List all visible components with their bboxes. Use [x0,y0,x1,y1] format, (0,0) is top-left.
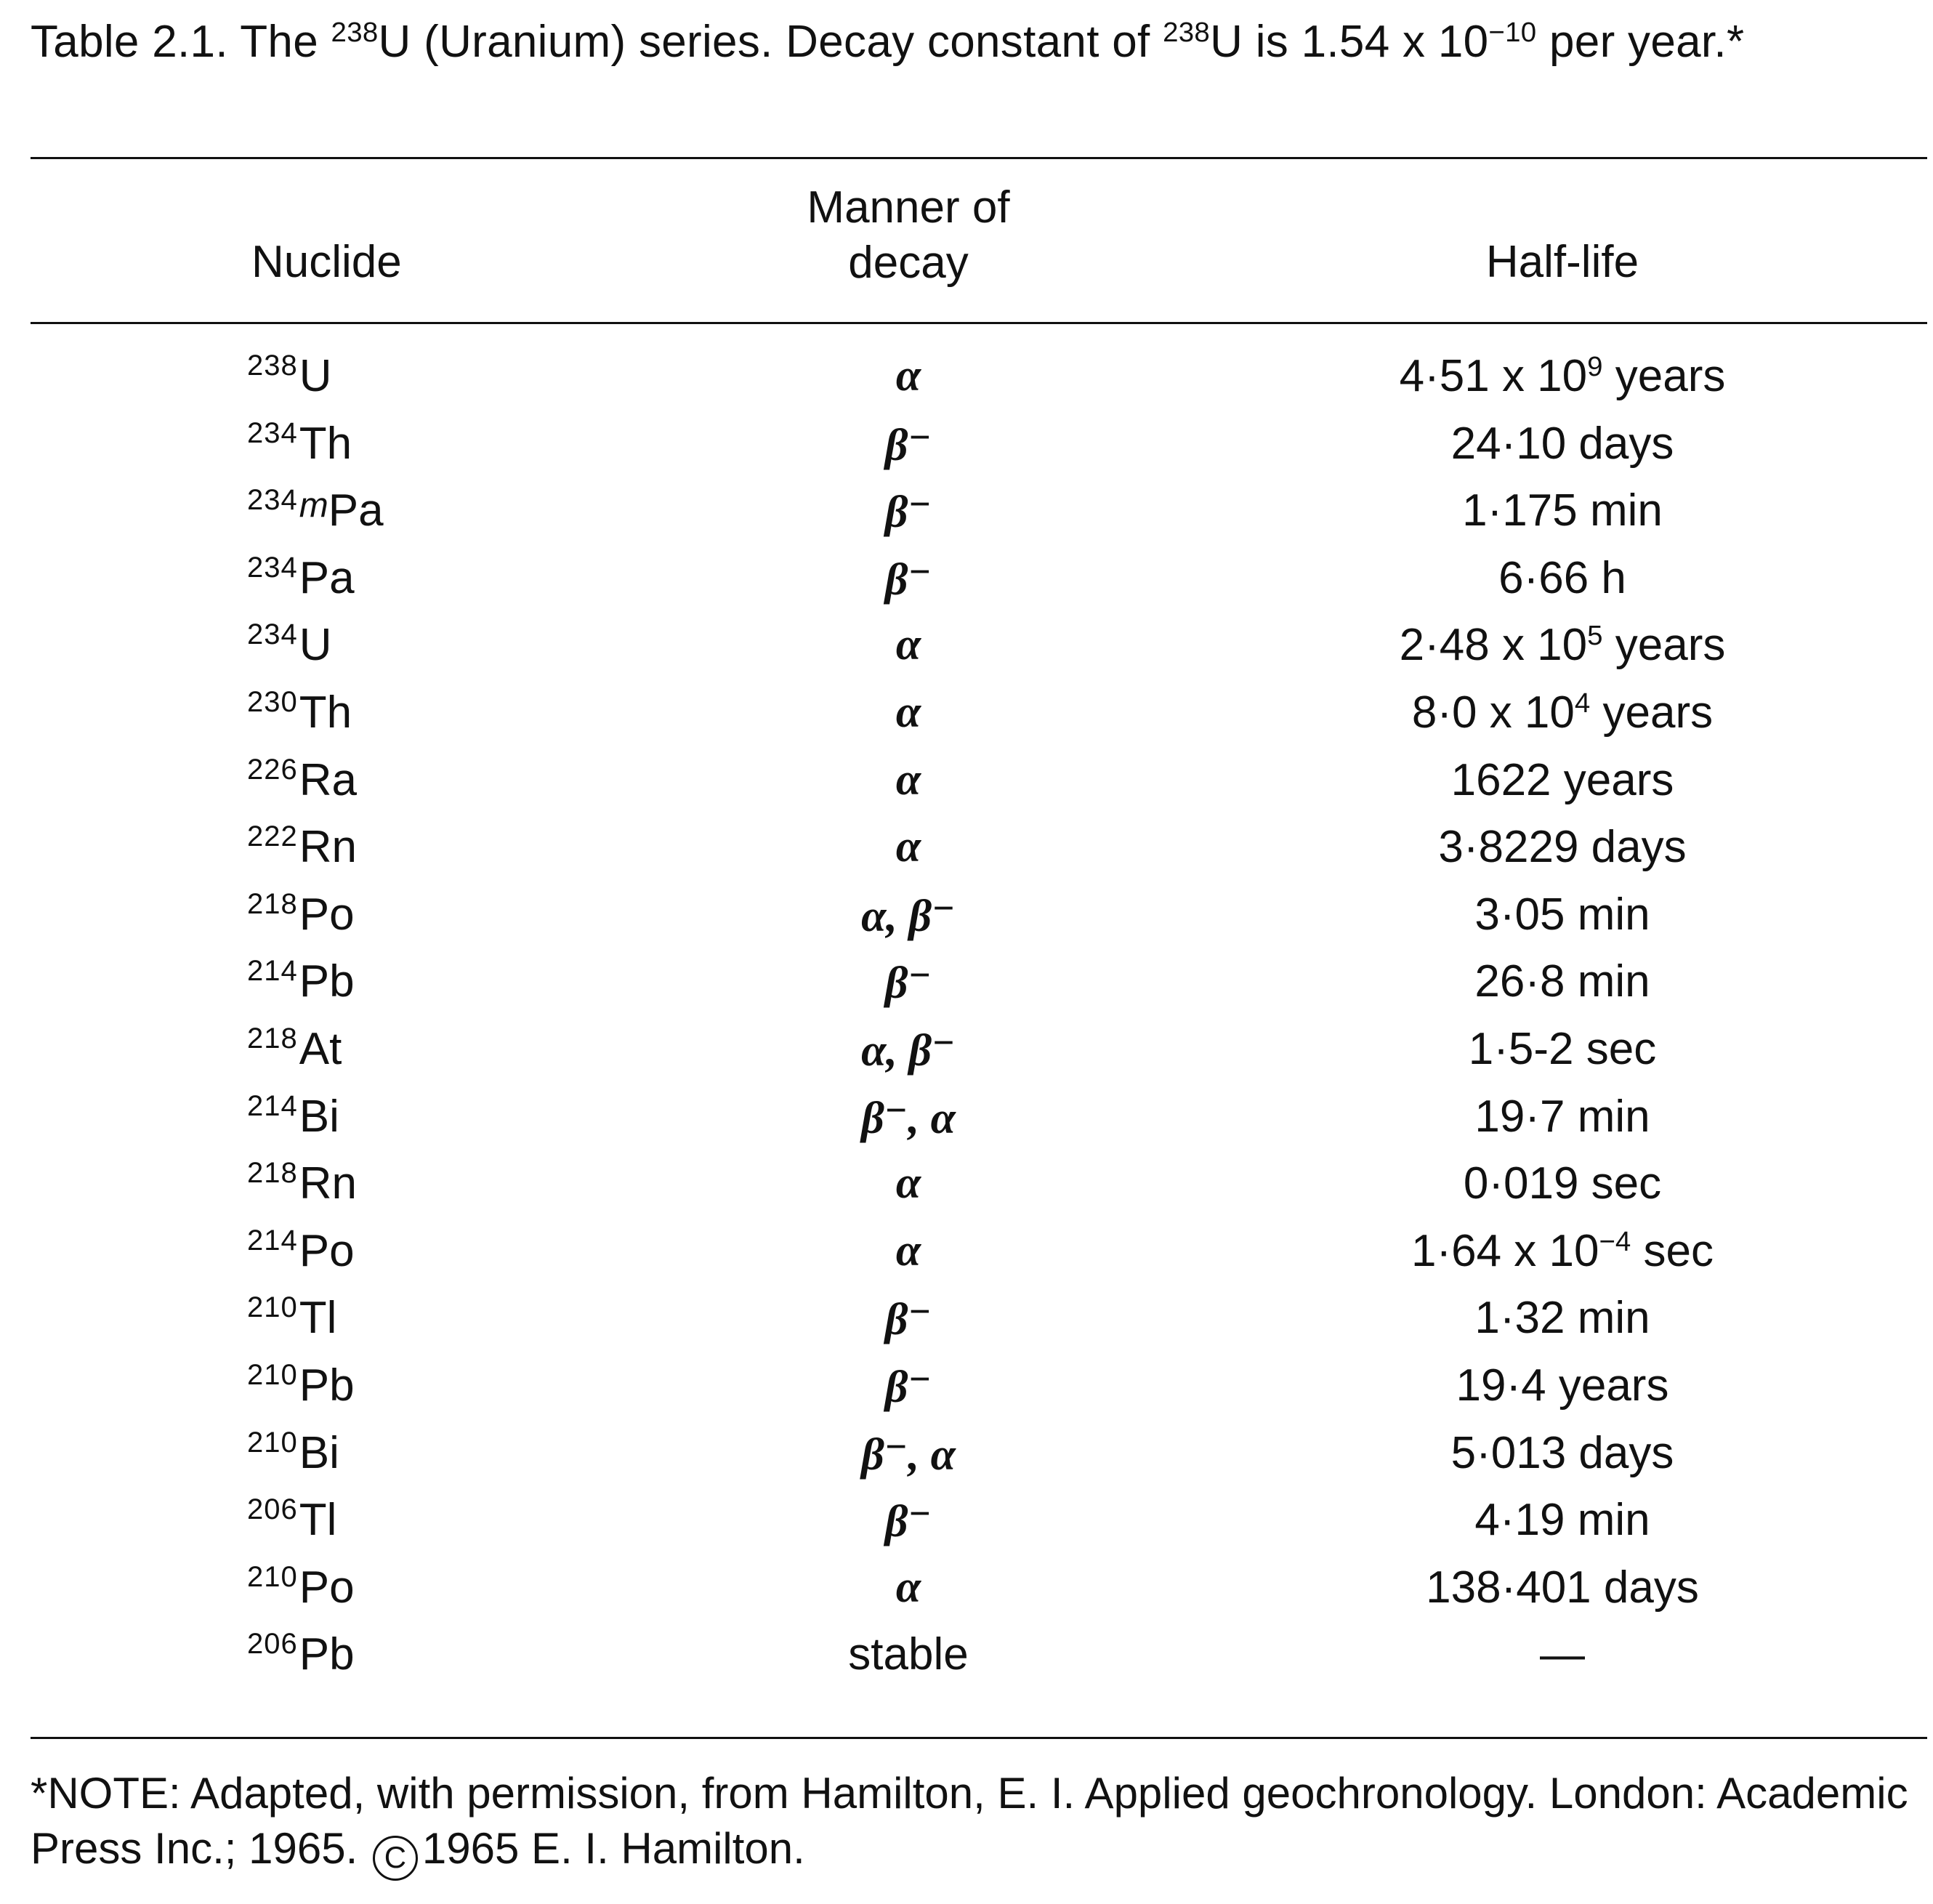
table-row [0,687,1933,754]
element-symbol: Po [299,1225,355,1276]
nuclide-cell [247,1292,336,1344]
table-row [0,1091,1933,1158]
header-rule [31,322,1927,324]
decay-mode-cell: α [895,620,921,670]
footnote-copyright-text: 1965 E. I. Hamilton. [421,1824,805,1873]
decay-mode-cell: β⁻ [884,1295,932,1345]
half-life-cell [1279,485,1846,536]
table-row [0,619,1933,687]
nuclide-cell [247,552,355,604]
header-half-life: Half-life [1485,237,1639,287]
decay-mode-cell: β⁻ [884,1362,932,1412]
half-life-cell [1279,1427,1846,1479]
half-life-value: 1622 years [1450,754,1674,805]
half-life-value: 19·4 years [1456,1360,1669,1411]
half-life-value: 6·66 h [1498,552,1626,603]
element-symbol: At [299,1023,342,1074]
decay-mode-cell: α [895,351,921,400]
mass-number: 234 [247,484,298,517]
half-life-cell [1279,754,1846,806]
decay-mode-cell: β⁻ [884,420,932,470]
table-row [0,1427,1933,1495]
table-row [0,552,1933,620]
table-row [0,1360,1933,1427]
table-row [0,1158,1933,1225]
decay-mode-cell: α, β⁻ [861,1025,956,1076]
nuclide-cell [247,889,355,940]
decay-mode-cell: α [895,687,921,737]
half-life-cell [1279,1629,1846,1680]
decay-mode-cell: α [895,822,921,872]
mass-number: 234 [247,416,298,449]
nuclide-cell [247,418,352,469]
element-symbol: Th [299,687,352,738]
decay-mode-cell: α [895,1158,921,1209]
mass-number: 234 [247,551,298,584]
half-life-cell [1279,418,1846,469]
half-life-unit: years [1602,351,1726,401]
table-row [0,1292,1933,1360]
table-row [0,418,1933,485]
decay-mode-cell: β⁻ [884,959,932,1009]
half-life-unit: sec [1631,1225,1714,1276]
nuclide-cell [247,1494,336,1546]
half-life-value: 1·175 min [1462,485,1663,536]
element-symbol: Po [299,1562,355,1613]
mass-number: 210 [247,1426,298,1459]
mass-number: 218 [247,887,298,920]
half-life-cell [1279,1158,1846,1209]
element-symbol: Ra [299,754,358,805]
half-life-value: 4·19 min [1474,1495,1650,1546]
table-body [0,350,1933,1696]
half-life-value: 0·019 sec [1463,1158,1662,1209]
element-symbol: Bi [299,1091,339,1142]
nuclide-cell [247,1225,355,1277]
table-row [0,485,1933,552]
half-life-cell [1279,821,1846,873]
half-life-value: 1·5-2 sec [1468,1023,1657,1074]
half-life-cell [1279,350,1846,402]
half-life-value: 1·32 min [1474,1293,1650,1344]
half-life-exponent: 4 [1574,687,1591,719]
mass-number: 210 [247,1560,298,1593]
mass-number: 214 [247,955,298,988]
half-life-exponent: 5 [1587,620,1603,652]
element-symbol: U [299,620,332,671]
half-life-cell [1279,1360,1846,1411]
table-row [0,350,1933,418]
nuclide-cell [247,350,332,402]
header-decay-line1: Manner of [807,182,1010,233]
half-life-value: 5·013 days [1450,1427,1674,1478]
element-symbol: Pb [299,956,355,1007]
mass-number: 214 [247,1089,298,1122]
half-life-value: 138·401 days [1426,1562,1699,1613]
element-symbol: Po [299,889,355,940]
half-life-value: 26·8 min [1474,956,1650,1007]
decay-mode-cell: β⁻ [884,1497,932,1547]
half-life-unit: years [1590,687,1714,738]
half-life-cell [1279,619,1846,671]
mass-number: 238 [247,350,298,382]
decay-mode-cell: stable [848,1629,969,1680]
half-life-cell [1279,1023,1846,1075]
element-symbol: Pa [328,485,384,536]
element-symbol: Th [299,418,352,469]
nuclide-cell [247,956,355,1007]
nuclide-cell [247,1629,355,1680]
element-symbol: Tl [299,1495,337,1546]
half-life-value: 19·7 min [1474,1091,1650,1142]
nuclide-cell [247,1091,339,1142]
table-row [0,956,1933,1023]
header-nuclide: Nuclide [251,237,402,287]
mass-number: 226 [247,753,298,786]
half-life-exponent: 9 [1587,350,1603,382]
mass-number: 222 [247,820,298,853]
element-symbol: Bi [299,1427,339,1478]
decay-mode-cell: β⁻ [884,488,932,538]
mass-number: 210 [247,1291,298,1324]
nuclide-cell [247,687,352,738]
half-life-cell [1279,1225,1846,1277]
mass-number: 206 [247,1628,298,1661]
table-row [0,754,1933,822]
mass-number: 234 [247,618,298,651]
nuclide-cell [247,619,332,671]
decay-mode-cell: α [895,754,921,804]
half-life-exponent: −4 [1599,1225,1631,1257]
nuclide-cell [247,1158,357,1209]
table-row [0,821,1933,889]
mass-number: 230 [247,685,298,718]
decay-mode-cell: α [895,1562,921,1612]
decay-mode-cell: β⁻, α [861,1429,956,1480]
half-life-cell [1279,552,1846,604]
nuclide-cell [247,1427,339,1479]
half-life-cell [1279,889,1846,940]
mass-number: 206 [247,1493,298,1526]
half-life-value: 3·8229 days [1438,822,1687,873]
element-symbol: Pb [299,1629,355,1680]
nuclide-cell [247,485,384,536]
half-life-cell [1279,956,1846,1007]
nuclide-cell [247,1360,355,1411]
element-symbol: Rn [299,1158,358,1209]
mass-number: 214 [247,1224,298,1256]
table-row [0,1494,1933,1562]
table-row [0,1023,1933,1091]
table-row [0,1629,1933,1696]
metastable-marker: m [299,486,328,525]
decay-mode-cell: β⁻ [884,554,932,605]
element-symbol: Pb [299,1360,355,1411]
half-life-value: 8·0 x 10 [1411,687,1575,738]
half-life-cell [1279,687,1846,738]
half-life-value: 24·10 days [1450,418,1674,469]
header-decay-line2: decay [848,238,969,288]
nuclide-cell [247,1562,355,1613]
table-row [0,1562,1933,1629]
footnote-text: *NOTE: Adapted, with permission, from Hamilton, E. I. Applied geochronology. London: Academic Press Inc.; 1965. [31,1769,1908,1873]
nuclide-cell [247,821,357,873]
decay-mode-cell: α [895,1225,921,1275]
half-life-unit: years [1602,620,1726,671]
half-life-value: — [1540,1629,1585,1680]
top-rule [31,157,1927,159]
element-symbol: Rn [299,822,358,873]
mass-number: 218 [247,1157,298,1190]
bottom-rule [31,1737,1927,1739]
table-row [0,1225,1933,1293]
table-row [0,889,1933,956]
nuclide-cell [247,1023,342,1075]
copyright-symbol: C [373,1836,418,1881]
mass-number: 210 [247,1358,298,1391]
header-manner-of-decay [756,180,1061,291]
footnote [31,1766,1927,1881]
half-life-cell [1279,1562,1846,1613]
element-symbol: U [299,351,332,401]
half-life-value: 1·64 x 10 [1411,1225,1599,1276]
nuclide-cell [247,754,357,806]
half-life-cell [1279,1091,1846,1142]
half-life-value: 4·51 x 10 [1399,351,1588,401]
element-symbol: Pa [299,552,355,603]
half-life-value: 3·05 min [1474,889,1650,940]
element-symbol: Tl [299,1293,337,1344]
decay-mode-cell: α, β⁻ [861,891,956,941]
half-life-value: 2·48 x 10 [1399,620,1588,671]
mass-number: 218 [247,1022,298,1054]
table-caption: Table 2.1. The $^{238}$U (Uranium) series. Decay constant of $^{238}$U is 1.54 x $10^{-10}$ per year.* [31,16,1745,67]
half-life-cell [1279,1494,1846,1546]
decay-mode-cell: β⁻, α [861,1093,956,1143]
half-life-cell [1279,1292,1846,1344]
